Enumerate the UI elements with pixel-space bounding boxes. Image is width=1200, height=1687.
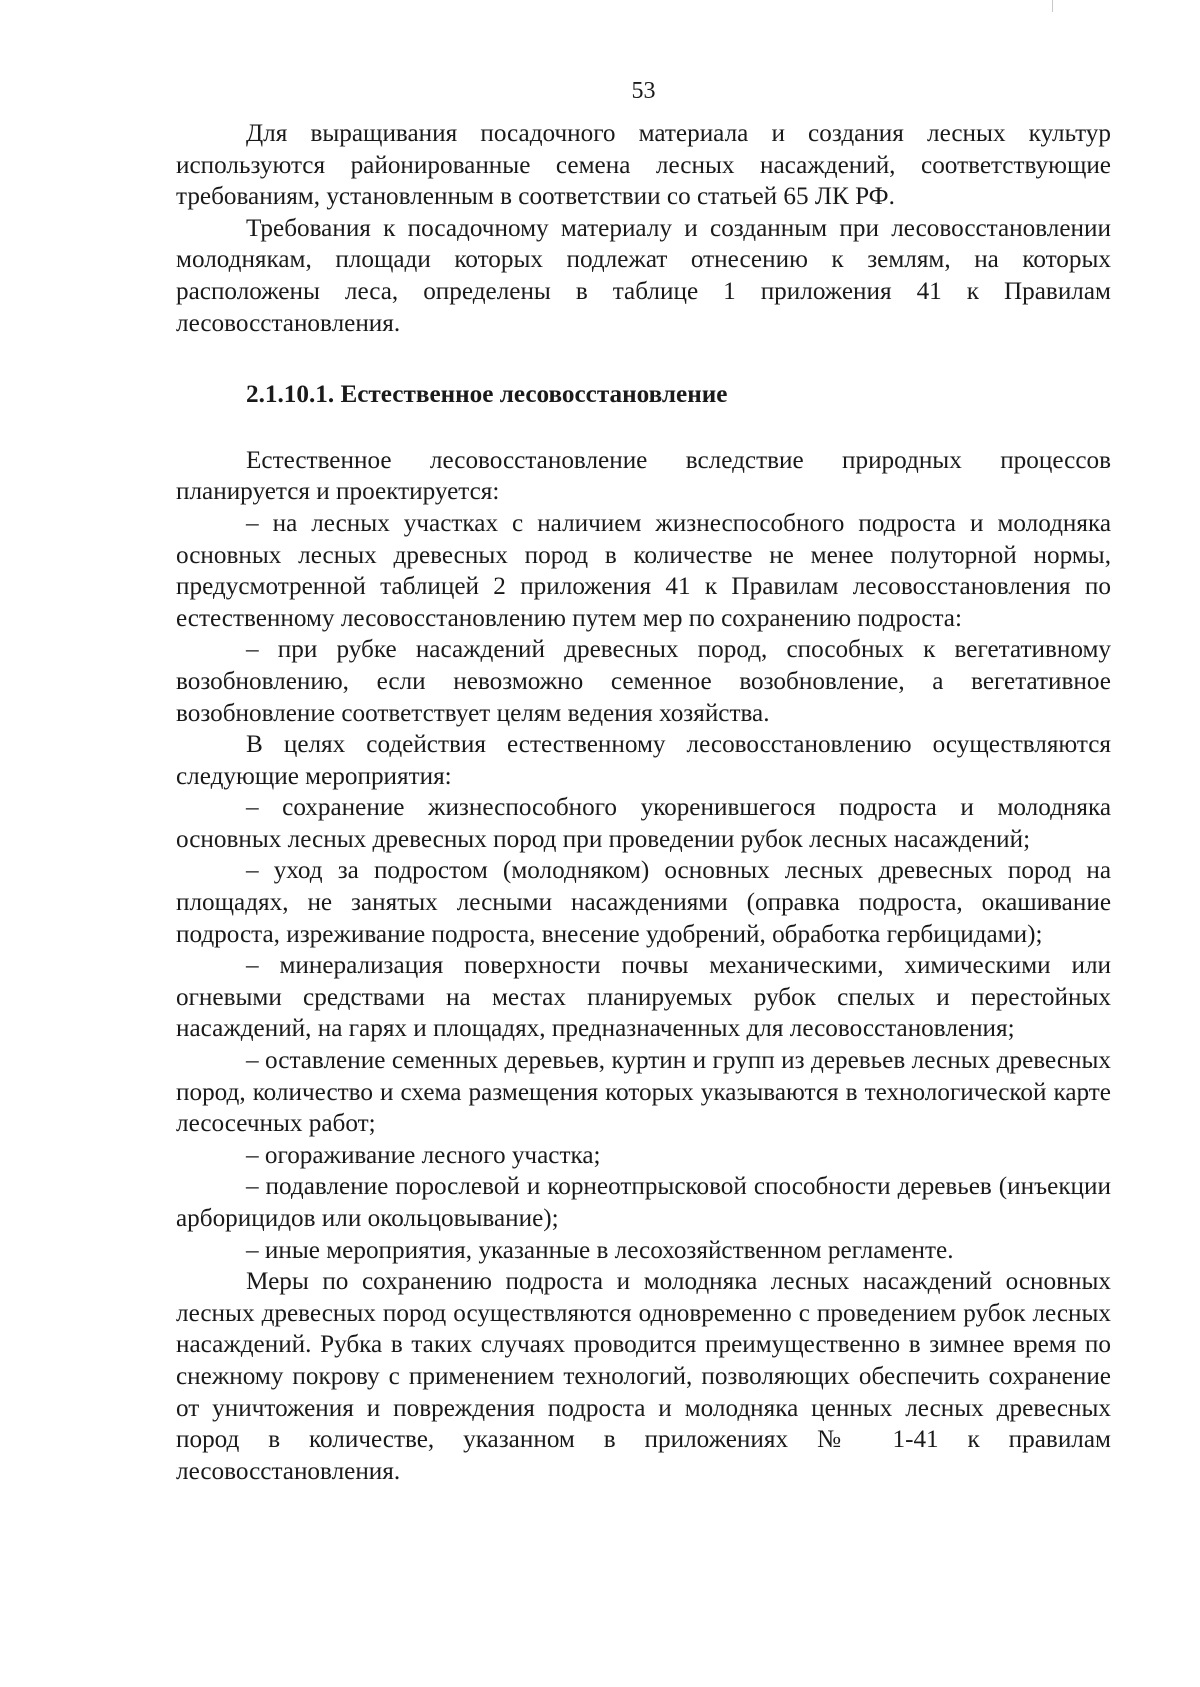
list-item: – подавление порослевой и корнеотпрысковой способности деревьев (инъекции арборицидов или окольцовывание);: [176, 1173, 1111, 1232]
paragraph: Меры по сохранению подроста и молодняка лесных насаждений основных лесных древесных пород осуществляются одновременно с проведением рубок лесных насаждений. Рубка в таких случаях проводится преимущественно в зимнее время по снежному покрову с применением технологий, позволяющих обеспечить сохранение от уничтожения и повреждения подроста и молодняка ценных лесных древесных пород в количестве, указанном в приложениях № 1-41 к правилам лесовосстановления.: [176, 1268, 1111, 1485]
list-item: – на лесных участках с наличием жизнеспособного подроста и молодняка основных лесных древесных пород в количестве не менее полуторной нормы, предусмотренной таблицей 2 приложения 41 к Правилам лесовосстановления по естественному лесовосстановлению путем мер по сохранению подроста:: [176, 509, 1111, 632]
list-item: – уход за подростом (молодняком) основных лесных древесных пород на площадях, не занятых лесными насаждениями (оправка подроста, окашивание подроста, изреживание подроста, внесение удобрений, обработка гербицидами);: [176, 857, 1111, 948]
list-item: – при рубке насаждений древесных пород, способных к вегетативному возобновлению, если невозможно семенное возобновление, а вегетативное возобновление соответствует целям ведения хозяйства.: [176, 636, 1111, 727]
section-heading: 2.1.10.1. Естественное лесовосстановление: [246, 381, 728, 409]
list-item: – огораживание лесного участка;: [246, 1141, 601, 1169]
paragraph: Для выращивания посадочного материала и создания лесных культур используются районированные семена лесных насаждений, соответствующие требованиям, установленным в соответствии со статьей 65 ЛК РФ.: [176, 120, 1111, 211]
page-number: 53: [631, 78, 656, 104]
paragraph: В целях содействия естественному лесовосстановлению осуществляются следующие мероприятия:: [176, 731, 1111, 790]
document-body: [176, 118, 1111, 1487]
paragraph: Естественное лесовосстановление вследствие природных процессов планируется и проектируется:: [176, 446, 1111, 506]
scan-edge-mark: [1052, 0, 1053, 12]
list-item: – сохранение жизнеспособного укоренившегося подроста и молодняка основных лесных древесных пород при проведении рубок лесных насаждений;: [176, 794, 1111, 853]
paragraph: Требования к посадочному материалу и созданным при лесовосстановлении молоднякам, площади которых подлежат отнесению к землям, на которых расположены леса, определены в таблице 1 приложения 41 к Правилам лесовосстановления.: [176, 214, 1111, 337]
list-item: – иные мероприятия, указанные в лесохозяйственном регламенте.: [246, 1236, 954, 1264]
list-item: – оставление семенных деревьев, куртин и групп из деревьев лесных древесных пород, количество и схема размещения которых указываются в технологической карте лесосечных работ;: [176, 1047, 1111, 1138]
list-item: – минерализация поверхности почвы механическими, химическими или огневыми средствами на местах планируемых рубок спелых и перестойных насаждений, на гарях и площадях, предназначенных для лесовосстановления;: [176, 952, 1111, 1043]
